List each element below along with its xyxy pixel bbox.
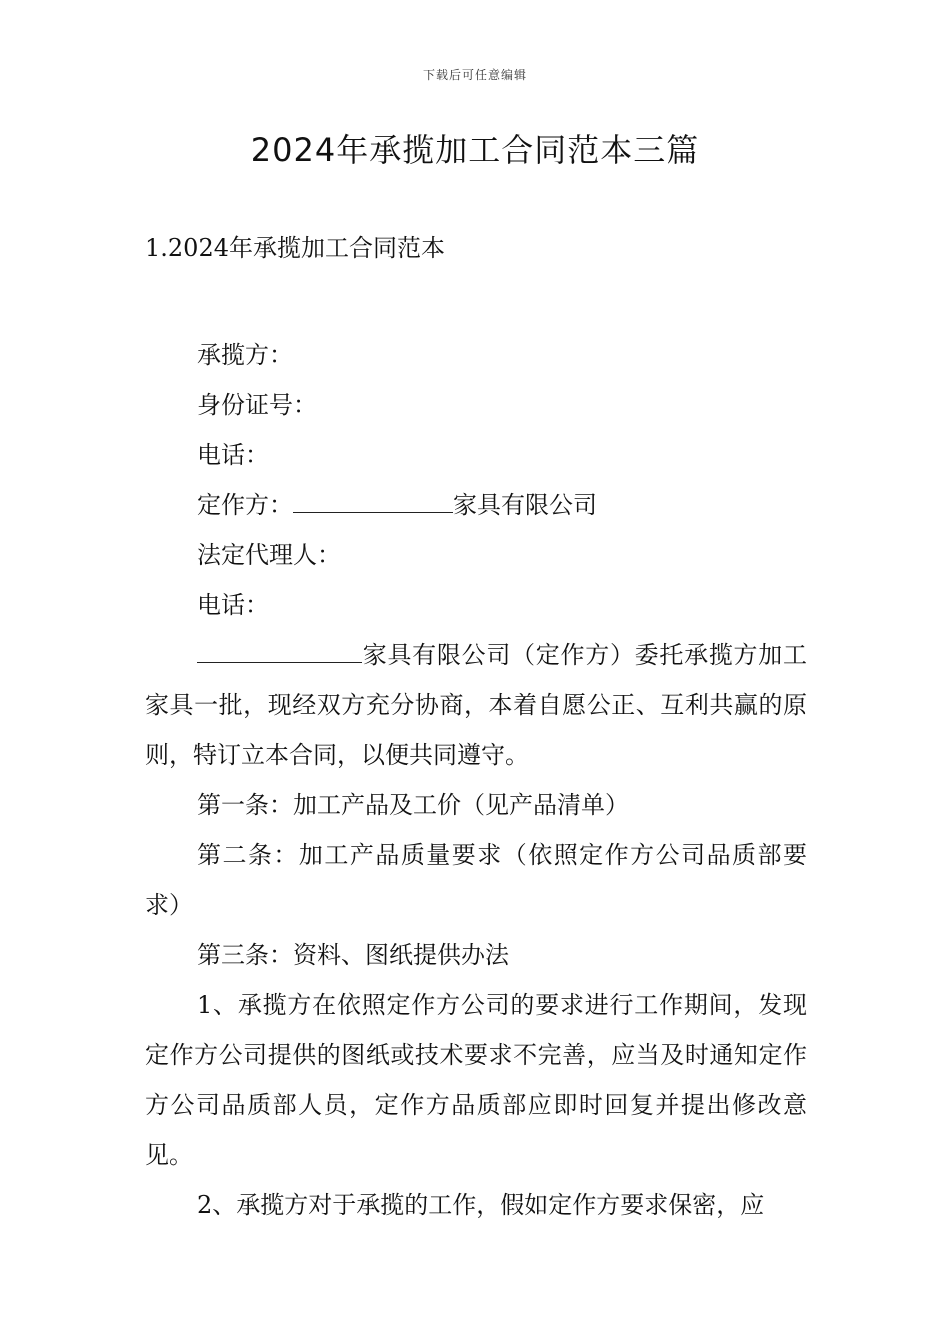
phone-line-1 (145, 430, 807, 480)
phone-label-1: 电话： (197, 441, 269, 469)
contractor-line (145, 330, 807, 380)
document-title: 2024年承揽加工合同范本三篇 (250, 131, 700, 169)
article-3-item-2: 2、承揽方对于承揽的工作，假如定作方要求保密，应 (197, 1191, 765, 1219)
preamble-blank (197, 632, 362, 663)
article-3: 第三条：资料、图纸提供办法 (197, 941, 509, 969)
id-number-line (145, 380, 807, 430)
section-heading: 1.2024年承揽加工合同范本 (145, 234, 445, 262)
orderer-line (145, 480, 807, 530)
article-2: 第二条：加工产品质量要求（依照定作方公司品质部要求） (145, 841, 807, 919)
id-number-label: 身份证号： (197, 391, 317, 419)
orderer-label: 定作方： (197, 491, 293, 519)
contract-body (145, 330, 807, 1230)
preamble-paragraph (145, 630, 807, 780)
orderer-blank (293, 482, 453, 513)
phone-label-2: 电话： (197, 591, 269, 619)
legal-agent-label: 法定代理人： (197, 541, 341, 569)
preamble-text: 家具有限公司（定作方）委托承揽方加工家具一批，现经双方充分协商，本着自愿公正、互利共赢的原则，特订立本合同，以便共同遵守。 (145, 641, 807, 769)
phone-line-2 (145, 580, 807, 630)
header-note: 下载后可任意编辑 (422, 68, 527, 82)
legal-agent-line (145, 530, 807, 580)
article-1: 第一条：加工产品及工价（见产品清单） (197, 791, 629, 819)
orderer-company: 家具有限公司 (453, 491, 597, 519)
article-3-item-1: 1、承揽方在依照定作方公司的要求进行工作期间，发现定作方公司提供的图纸或技术要求不完善，应当及时通知定作方公司品质部人员，定作方品质部应即时回复并提出修改意见。 (145, 991, 807, 1169)
contractor-label: 承揽方： (197, 341, 293, 369)
